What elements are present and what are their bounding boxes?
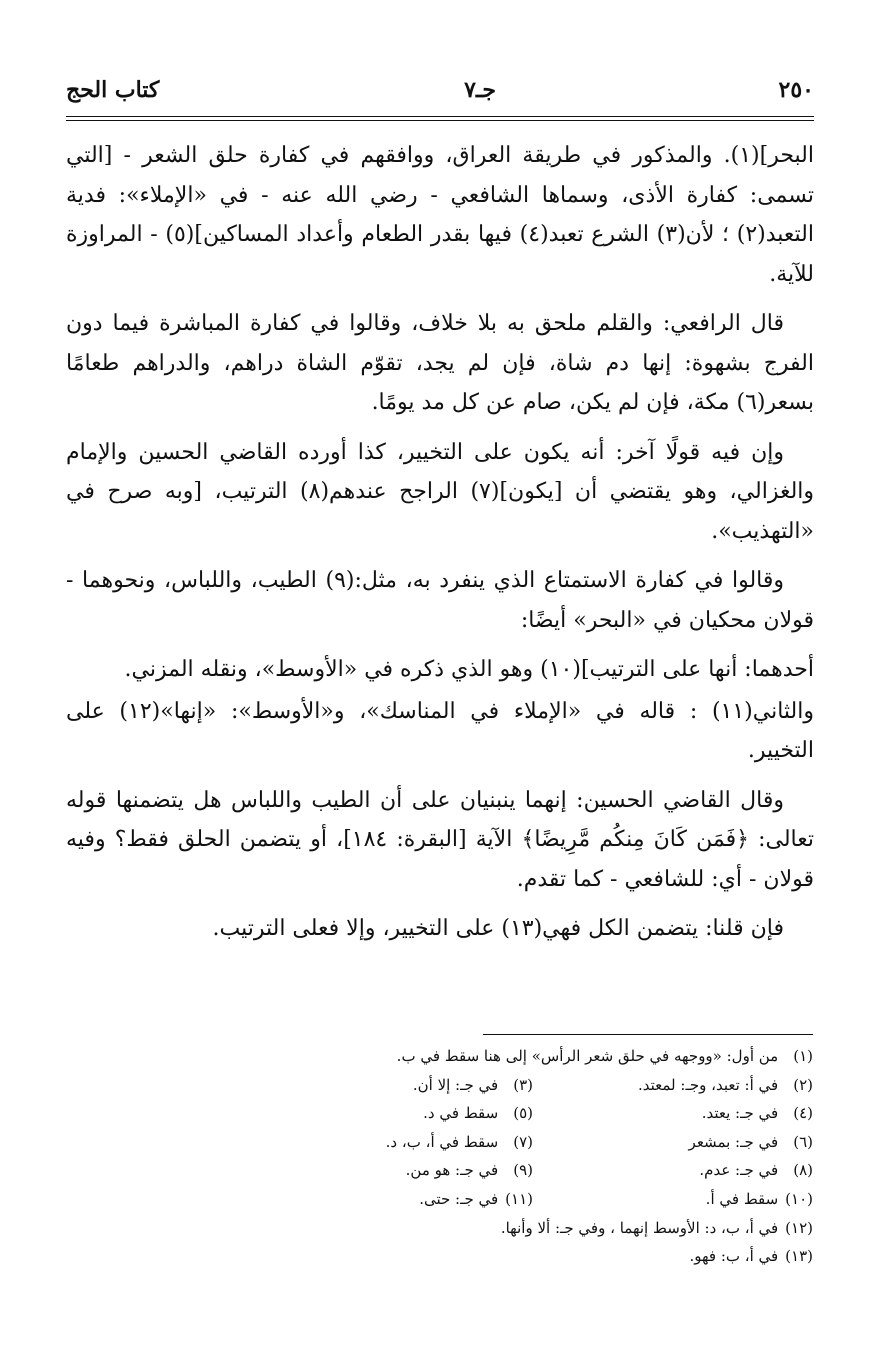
footnote-text: سقط في د.	[423, 1104, 499, 1123]
footnote-number: (٦)	[793, 1132, 813, 1151]
book-title: كتاب الحج	[66, 77, 160, 103]
page-header	[66, 72, 814, 108]
paragraph: أحدهما: أنها على الترتيب](١٠) وهو الذي ذكره في «الأوسط»، ونقله المزني.	[124, 657, 814, 682]
footnotes	[253, 1042, 813, 1271]
paragraph: فإن قلنا: يتضمن الكل فهي(١٣) على التخيير، وإلا فعلى الترتيب.	[212, 916, 784, 941]
footnote-row	[253, 1185, 813, 1214]
footnote-text: في جـ: حتى.	[419, 1189, 499, 1208]
footnote	[253, 1156, 533, 1185]
footnote-text: في أ، ب: فهو.	[689, 1247, 779, 1266]
footnote	[253, 1214, 813, 1243]
footnote-number: (١٢)	[785, 1218, 813, 1237]
footnote-row	[253, 1242, 813, 1271]
paragraph: وإن فيه قولًا آخر: أنه يكون على التخيير، كذا أورده القاضي الحسين والإمام والغزالي، وهو يقتضي أن [يكون](٧) الراجح عندهم(٨) الترتيب، [وبه صرح في «التهذيب».	[66, 439, 815, 544]
footnote-text: سقط في أ.	[705, 1189, 779, 1208]
footnote	[533, 1156, 813, 1185]
footnote-text: من أول: «ووجهه في حلق شعر الرأس» إلى هنا سقط في ب.	[396, 1047, 779, 1065]
paragraph: البحر](١). والمذكور في طريقة العراق، ووافقهم في كفارة حلق الشعر - [التي تسمى: كفارة الأذى، وسماها الشافعي - رضي الله عنه - في «الإملاء»: فدية التعبد(٢) ؛ لأن(٣) الشرع تعبد(٤) فيها بقدر الطعام وأعداد المساكين](٥) - المراوزة للآية.	[66, 143, 814, 287]
footnote-number: (١١)	[505, 1189, 533, 1208]
footnote-row	[253, 1128, 813, 1157]
footnote	[253, 1042, 813, 1071]
footnote-number: (١٠)	[785, 1189, 813, 1208]
paragraph: وقال القاضي الحسين: إنهما ينبنيان على أن الطيب واللباس هل يتضمنها قوله تعالى: ﴿فَمَن كَانَ مِنكُم مَّرِيضًا﴾ الآية [البقرة: ١٨٤]، أو يتضمن الحلق فقط؟ وفيه قولان - أي: للشافعي - كما تقدم.	[66, 787, 814, 892]
footnote-number: (٣)	[513, 1075, 533, 1094]
footnote-number: (١)	[793, 1047, 813, 1065]
footnote	[533, 1185, 813, 1214]
footnote	[253, 1128, 533, 1157]
volume-label: جـ٧	[464, 77, 496, 103]
footnote	[253, 1099, 533, 1128]
paragraph: وقالوا في كفارة الاستمتاع الذي ينفرد به، مثل:(٩) الطيب، واللباس، ونحوهما - قولان محكيان في «البحر» أيضًا:	[66, 568, 814, 633]
footnote-text: في أ: تعبد، وجـ: لمعتد.	[637, 1075, 779, 1094]
main-text	[66, 136, 814, 959]
footnote-row	[253, 1071, 813, 1100]
footnote-number: (٥)	[513, 1104, 533, 1123]
footnote-number: (٧)	[513, 1132, 533, 1151]
footnote-text: سقط في أ، ب، د.	[385, 1132, 499, 1151]
footnote-separator	[483, 1034, 813, 1035]
paragraph: والثاني(١١) : قاله في «الإملاء في المناسك»، و«الأوسط»: «إنها»(١٢) على التخيير.	[66, 698, 814, 763]
footnote-row	[253, 1156, 813, 1185]
footnote-row	[253, 1214, 813, 1243]
footnote-number: (٤)	[793, 1104, 813, 1123]
header-double-rule	[66, 116, 814, 121]
footnote-text: في جـ: يعتد.	[701, 1104, 779, 1123]
footnote-text: في أ، ب، د: الأوسط إنهما ، وفي جـ: ألا وأنها.	[500, 1218, 779, 1237]
footnote-text: في جـ: هو من.	[405, 1161, 499, 1180]
footnote-number: (٨)	[793, 1161, 813, 1180]
footnote-row	[253, 1042, 813, 1071]
page-number: ٢٥٠	[778, 77, 814, 103]
footnote	[533, 1099, 813, 1128]
paragraph: قال الرافعي: والقلم ملحق به بلا خلاف، وقالوا في كفارة المباشرة فيما دون الفرج بشهوة: إنها دم شاة، فإن لم يجد، تقوّم الشاة دراهم، والدراهم طعامًا بسعر(٦) مكة، فإن لم يكن، صام عن كل مد يومًا.	[66, 311, 814, 415]
footnote-number: (١٣)	[785, 1247, 813, 1266]
footnote-text: في جـ: عدم.	[699, 1161, 779, 1180]
footnote	[533, 1071, 813, 1100]
footnote-number: (٩)	[513, 1161, 533, 1180]
footnote-text: في جـ: إلا أن.	[412, 1075, 499, 1094]
footnote	[253, 1242, 813, 1271]
footnote	[533, 1128, 813, 1157]
footnote	[253, 1071, 533, 1100]
footnote-row	[253, 1099, 813, 1128]
footnote	[253, 1185, 533, 1214]
footnote-number: (٢)	[793, 1075, 813, 1094]
footnote-text: في جـ: بمشعر	[688, 1132, 779, 1151]
